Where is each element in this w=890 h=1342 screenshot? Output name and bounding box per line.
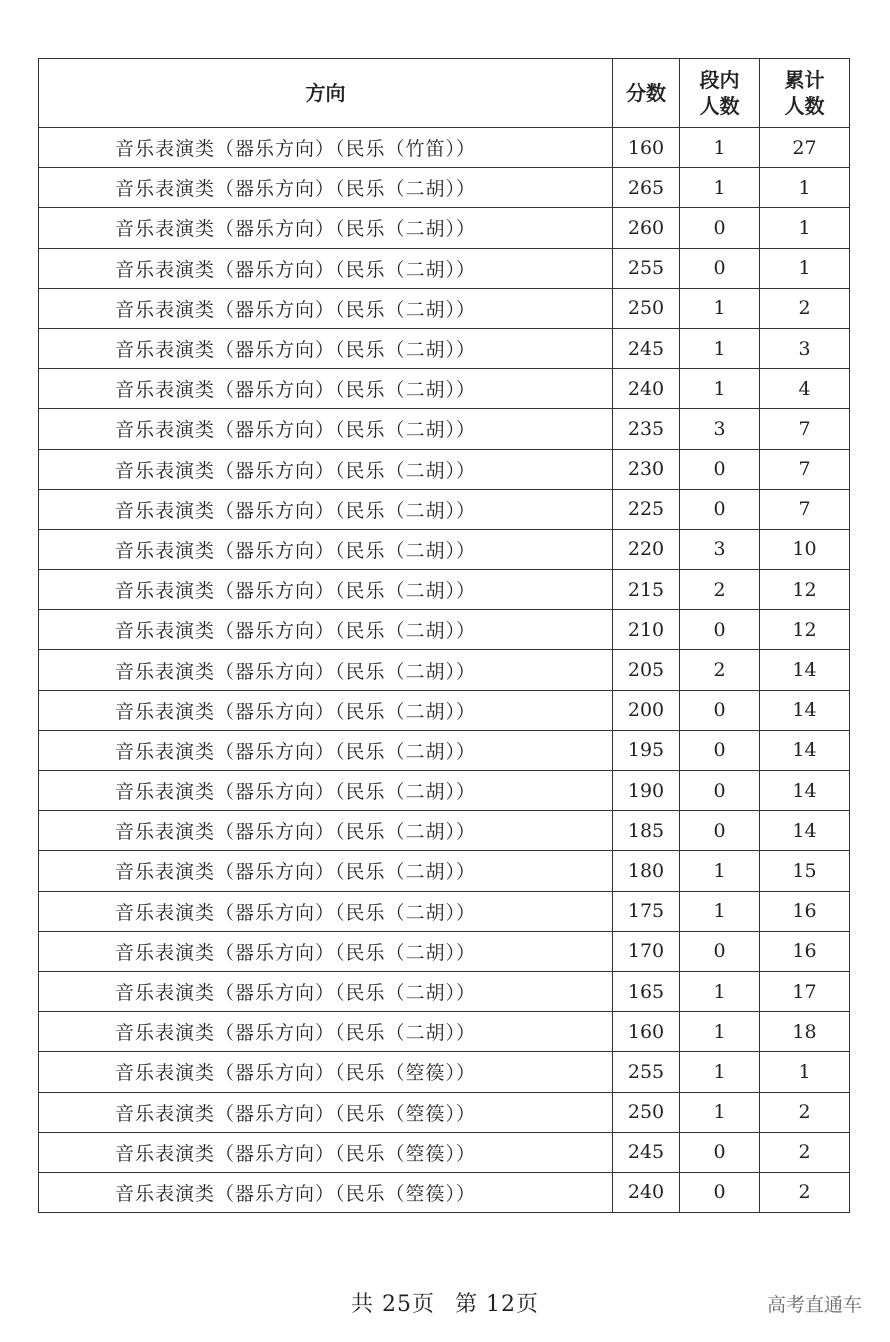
direction-cell: 音乐表演类（器乐方向）（民乐（箜篌）） xyxy=(39,1052,613,1092)
table-row xyxy=(39,650,850,690)
direction-cell: 音乐表演类（器乐方向）（民乐（竹笛）） xyxy=(39,128,613,168)
score-cell: 160 xyxy=(613,1012,680,1052)
score-cell: 170 xyxy=(613,931,680,971)
cumulative-count-cell: 14 xyxy=(760,690,850,730)
table-row xyxy=(39,529,850,569)
cumulative-count-cell: 1 xyxy=(760,208,850,248)
page-footer xyxy=(0,1287,890,1318)
cumulative-count-cell: 7 xyxy=(760,409,850,449)
cumulative-count-cell: 14 xyxy=(760,811,850,851)
direction-cell: 音乐表演类（器乐方向）（民乐（二胡）） xyxy=(39,771,613,811)
table-row xyxy=(39,369,850,409)
table-row xyxy=(39,811,850,851)
in-segment-count-cell: 0 xyxy=(680,1172,760,1212)
direction-cell: 音乐表演类（器乐方向）（民乐（二胡）） xyxy=(39,570,613,610)
in-segment-count-cell: 1 xyxy=(680,369,760,409)
table-row xyxy=(39,730,850,770)
cumulative-count-cell: 1 xyxy=(760,168,850,208)
direction-cell: 音乐表演类（器乐方向）（民乐（二胡）） xyxy=(39,529,613,569)
score-cell: 230 xyxy=(613,449,680,489)
cumulative-count-cell: 2 xyxy=(760,1132,850,1172)
cumulative-count-cell: 2 xyxy=(760,1172,850,1212)
table-row xyxy=(39,570,850,610)
score-cell: 255 xyxy=(613,248,680,288)
cumulative-count-cell: 14 xyxy=(760,650,850,690)
direction-cell: 音乐表演类（器乐方向）（民乐（二胡）） xyxy=(39,811,613,851)
watermark-text: 高考直通车 xyxy=(766,1294,862,1316)
score-cell: 190 xyxy=(613,771,680,811)
score-cell: 205 xyxy=(613,650,680,690)
table-row xyxy=(39,1092,850,1132)
direction-cell: 音乐表演类（器乐方向）（民乐（箜篌）） xyxy=(39,1172,613,1212)
direction-cell: 音乐表演类（器乐方向）（民乐（二胡）） xyxy=(39,449,613,489)
header-in-segment-line2: 人数 xyxy=(699,94,740,118)
table-body xyxy=(39,128,850,1213)
direction-cell: 音乐表演类（器乐方向）（民乐（二胡）） xyxy=(39,690,613,730)
direction-cell: 音乐表演类（器乐方向）（民乐（二胡）） xyxy=(39,730,613,770)
direction-cell: 音乐表演类（器乐方向）（民乐（二胡）） xyxy=(39,931,613,971)
table-row xyxy=(39,771,850,811)
table-row xyxy=(39,288,850,328)
score-cell: 215 xyxy=(613,570,680,610)
cumulative-count-cell: 7 xyxy=(760,489,850,529)
header-cumulative-line1: 累计 xyxy=(784,68,825,92)
in-segment-count-cell: 1 xyxy=(680,851,760,891)
cumulative-count-cell: 18 xyxy=(760,1012,850,1052)
table-row xyxy=(39,971,850,1011)
in-segment-count-cell: 0 xyxy=(680,730,760,770)
score-cell: 165 xyxy=(613,971,680,1011)
header-in-segment-line1: 段内 xyxy=(699,68,740,92)
score-cell: 235 xyxy=(613,409,680,449)
header-in-segment-count xyxy=(680,59,760,128)
direction-cell: 音乐表演类（器乐方向）（民乐（箜篌）） xyxy=(39,1092,613,1132)
cumulative-count-cell: 4 xyxy=(760,369,850,409)
direction-cell: 音乐表演类（器乐方向）（民乐（二胡）） xyxy=(39,208,613,248)
cumulative-count-cell: 10 xyxy=(760,529,850,569)
in-segment-count-cell: 1 xyxy=(680,328,760,368)
score-cell: 250 xyxy=(613,1092,680,1132)
cumulative-count-cell: 17 xyxy=(760,971,850,1011)
table-row xyxy=(39,449,850,489)
header-score: 分数 xyxy=(613,59,680,128)
score-cell: 260 xyxy=(613,208,680,248)
header-cumulative-count xyxy=(760,59,850,128)
table-row xyxy=(39,248,850,288)
cumulative-count-cell: 2 xyxy=(760,288,850,328)
score-cell: 255 xyxy=(613,1052,680,1092)
in-segment-count-cell: 1 xyxy=(680,288,760,328)
direction-cell: 音乐表演类（器乐方向）（民乐（二胡）） xyxy=(39,409,613,449)
in-segment-count-cell: 0 xyxy=(680,489,760,529)
in-segment-count-cell: 1 xyxy=(680,1052,760,1092)
score-cell: 185 xyxy=(613,811,680,851)
table-row xyxy=(39,409,850,449)
table-row xyxy=(39,1132,850,1172)
cumulative-count-cell: 3 xyxy=(760,328,850,368)
cumulative-count-cell: 1 xyxy=(760,1052,850,1092)
cumulative-count-cell: 7 xyxy=(760,449,850,489)
direction-cell: 音乐表演类（器乐方向）（民乐（二胡）） xyxy=(39,489,613,529)
in-segment-count-cell: 1 xyxy=(680,971,760,1011)
direction-cell: 音乐表演类（器乐方向）（民乐（二胡）） xyxy=(39,971,613,1011)
header-cumulative-line2: 人数 xyxy=(784,94,825,118)
in-segment-count-cell: 0 xyxy=(680,248,760,288)
score-cell: 220 xyxy=(613,529,680,569)
direction-cell: 音乐表演类（器乐方向）（民乐（二胡）） xyxy=(39,328,613,368)
cumulative-count-cell: 27 xyxy=(760,128,850,168)
table-row xyxy=(39,489,850,529)
score-cell: 250 xyxy=(613,288,680,328)
in-segment-count-cell: 1 xyxy=(680,168,760,208)
direction-cell: 音乐表演类（器乐方向）（民乐（二胡）） xyxy=(39,851,613,891)
in-segment-count-cell: 0 xyxy=(680,449,760,489)
cumulative-count-cell: 1 xyxy=(760,248,850,288)
in-segment-count-cell: 0 xyxy=(680,610,760,650)
table-row xyxy=(39,610,850,650)
cumulative-count-cell: 12 xyxy=(760,610,850,650)
table-row xyxy=(39,1052,850,1092)
score-cell: 175 xyxy=(613,891,680,931)
score-cell: 210 xyxy=(613,610,680,650)
table-row xyxy=(39,851,850,891)
score-cell: 160 xyxy=(613,128,680,168)
in-segment-count-cell: 3 xyxy=(680,529,760,569)
in-segment-count-cell: 2 xyxy=(680,650,760,690)
direction-cell: 音乐表演类（器乐方向）（民乐（二胡）） xyxy=(39,248,613,288)
score-cell: 240 xyxy=(613,1172,680,1212)
table-row xyxy=(39,1172,850,1212)
in-segment-count-cell: 1 xyxy=(680,891,760,931)
score-cell: 245 xyxy=(613,328,680,368)
in-segment-count-cell: 1 xyxy=(680,1092,760,1132)
direction-cell: 音乐表演类（器乐方向）（民乐（箜篌）） xyxy=(39,1132,613,1172)
in-segment-count-cell: 1 xyxy=(680,1012,760,1052)
total-pages-label: 共 25页 xyxy=(351,1292,435,1317)
in-segment-count-cell: 0 xyxy=(680,771,760,811)
in-segment-count-cell: 0 xyxy=(680,811,760,851)
score-cell: 245 xyxy=(613,1132,680,1172)
in-segment-count-cell: 0 xyxy=(680,931,760,971)
table-row xyxy=(39,208,850,248)
cumulative-count-cell: 16 xyxy=(760,931,850,971)
table-row xyxy=(39,328,850,368)
cumulative-count-cell: 14 xyxy=(760,730,850,770)
direction-cell: 音乐表演类（器乐方向）（民乐（二胡）） xyxy=(39,168,613,208)
cumulative-count-cell: 16 xyxy=(760,891,850,931)
score-cell: 195 xyxy=(613,730,680,770)
direction-cell: 音乐表演类（器乐方向）（民乐（二胡）） xyxy=(39,1012,613,1052)
current-page-label: 第 12页 xyxy=(455,1292,539,1317)
direction-cell: 音乐表演类（器乐方向）（民乐（二胡）） xyxy=(39,369,613,409)
direction-cell: 音乐表演类（器乐方向）（民乐（二胡）） xyxy=(39,610,613,650)
score-table xyxy=(38,58,850,1213)
in-segment-count-cell: 0 xyxy=(680,208,760,248)
direction-cell: 音乐表演类（器乐方向）（民乐（二胡）） xyxy=(39,650,613,690)
table-header xyxy=(39,59,850,128)
table-row xyxy=(39,690,850,730)
table-row xyxy=(39,931,850,971)
score-cell: 180 xyxy=(613,851,680,891)
table-row xyxy=(39,891,850,931)
cumulative-count-cell: 2 xyxy=(760,1092,850,1132)
score-cell: 225 xyxy=(613,489,680,529)
in-segment-count-cell: 2 xyxy=(680,570,760,610)
score-cell: 265 xyxy=(613,168,680,208)
direction-cell: 音乐表演类（器乐方向）（民乐（二胡）） xyxy=(39,891,613,931)
in-segment-count-cell: 0 xyxy=(680,1132,760,1172)
header-direction: 方向 xyxy=(39,59,613,128)
in-segment-count-cell: 0 xyxy=(680,690,760,730)
in-segment-count-cell: 3 xyxy=(680,409,760,449)
score-cell: 200 xyxy=(613,690,680,730)
header-row xyxy=(39,59,850,128)
cumulative-count-cell: 12 xyxy=(760,570,850,610)
cumulative-count-cell: 14 xyxy=(760,771,850,811)
table-row xyxy=(39,1012,850,1052)
in-segment-count-cell: 1 xyxy=(680,128,760,168)
cumulative-count-cell: 15 xyxy=(760,851,850,891)
table-row xyxy=(39,168,850,208)
direction-cell: 音乐表演类（器乐方向）（民乐（二胡）） xyxy=(39,288,613,328)
score-cell: 240 xyxy=(613,369,680,409)
table-row xyxy=(39,128,850,168)
